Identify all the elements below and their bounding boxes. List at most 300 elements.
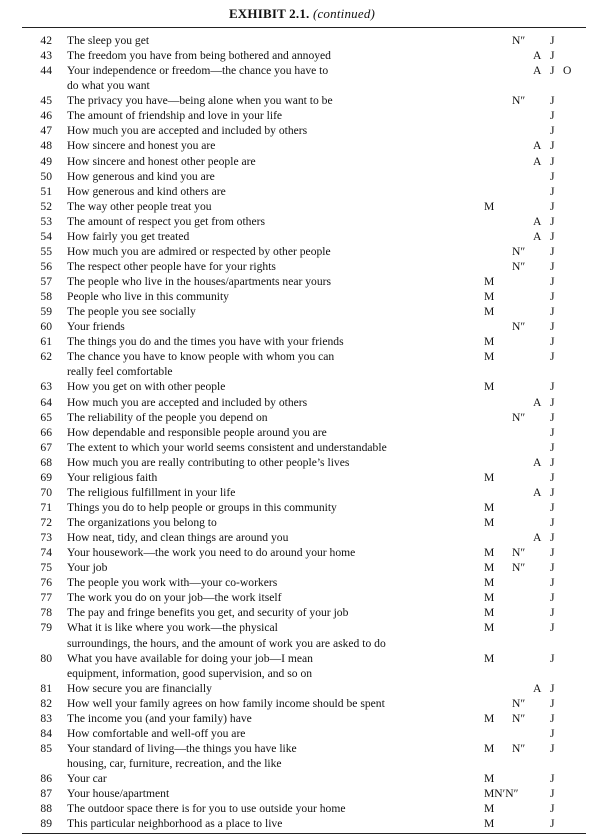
item-number: 78 xyxy=(40,606,52,620)
item-number: 49 xyxy=(40,154,52,168)
code-n: N″ xyxy=(512,711,526,725)
list-item xyxy=(0,590,604,605)
code-m: M xyxy=(484,500,495,514)
item-line xyxy=(0,560,604,575)
item-number: 86 xyxy=(40,772,52,786)
item-line xyxy=(0,816,604,831)
item-line xyxy=(0,244,604,259)
list-item xyxy=(0,440,604,455)
list-item xyxy=(0,33,604,48)
code-m: M xyxy=(484,651,495,665)
item-line xyxy=(0,801,604,816)
item-line xyxy=(0,696,604,711)
code-a: A xyxy=(533,531,542,545)
code-j: J xyxy=(550,320,555,334)
item-number: 81 xyxy=(40,681,52,695)
item-text: The organizations you belong to xyxy=(67,516,217,529)
item-line xyxy=(0,169,604,184)
item-text: How sincere and honest you are xyxy=(67,139,216,153)
item-line xyxy=(0,605,604,620)
item-number: 59 xyxy=(40,305,52,319)
item-line xyxy=(0,395,604,410)
code-j: J xyxy=(550,787,555,801)
item-text: People who live in this community xyxy=(67,290,229,304)
item-line xyxy=(0,425,604,440)
code-j: J xyxy=(550,591,555,605)
list-item xyxy=(0,334,604,349)
item-text: What you have available for doing your job—I mean xyxy=(67,651,313,665)
item-number: 47 xyxy=(40,124,52,138)
code-j: J xyxy=(550,410,555,424)
item-line xyxy=(0,681,604,696)
list-item xyxy=(0,530,604,545)
item-text: really feel comfortable xyxy=(67,365,173,379)
code-j: J xyxy=(550,139,555,153)
code-j: J xyxy=(550,64,555,78)
item-number: 75 xyxy=(40,561,52,575)
code-m: M xyxy=(484,711,495,725)
list-item xyxy=(0,274,604,289)
list-item xyxy=(0,696,604,711)
item-number: 73 xyxy=(40,531,52,545)
item-line xyxy=(0,515,604,530)
item-line xyxy=(0,349,604,364)
list-item xyxy=(0,620,604,650)
item-number: 43 xyxy=(40,49,52,63)
item-number: 55 xyxy=(40,244,52,258)
code-j: J xyxy=(550,335,555,349)
list-item xyxy=(0,229,604,244)
item-text: The amount of friendship and love in your life xyxy=(67,109,283,123)
item-text: The sleep you get xyxy=(67,34,150,47)
item-number: 77 xyxy=(40,591,52,605)
code-j: J xyxy=(550,290,555,304)
item-line xyxy=(0,500,604,515)
code-n: N″ xyxy=(512,320,526,334)
item-continuation-line xyxy=(0,666,604,681)
list-item xyxy=(0,169,604,184)
item-number: 64 xyxy=(40,395,52,409)
item-line xyxy=(0,108,604,123)
code-m: M xyxy=(484,621,495,635)
item-text: The pay and fringe benefits you get, and security of your job xyxy=(67,606,349,620)
item-text: The amount of respect you get from others xyxy=(67,214,265,228)
item-text: The extent to which your world seems consistent and understandable xyxy=(67,440,387,454)
code-j: J xyxy=(550,425,555,439)
code-j: J xyxy=(550,802,555,816)
code-m: M xyxy=(484,576,495,590)
item-line xyxy=(0,711,604,726)
code-a: A xyxy=(533,64,542,78)
item-line xyxy=(0,726,604,741)
list-item xyxy=(0,816,604,831)
item-number: 46 xyxy=(40,109,52,123)
code-m: M xyxy=(484,591,495,605)
list-item xyxy=(0,801,604,816)
item-text: How fairly you get treated xyxy=(67,229,190,243)
item-number: 83 xyxy=(40,711,52,725)
item-line xyxy=(0,123,604,138)
code-a: A xyxy=(533,485,542,499)
code-m: M xyxy=(484,380,495,394)
code-n: N″ xyxy=(512,546,526,560)
code-m: M xyxy=(484,772,495,786)
list-item xyxy=(0,184,604,199)
code-m: M xyxy=(484,290,495,304)
code-n: N″ xyxy=(512,741,526,755)
list-item xyxy=(0,605,604,620)
item-text: The outdoor space there is for you to use outside your home xyxy=(67,802,346,816)
code-m: M xyxy=(484,802,495,816)
code-a: A xyxy=(533,681,542,695)
list-item xyxy=(0,681,604,696)
item-continuation-line xyxy=(0,756,604,771)
item-text: The people who live in the houses/apartments near yours xyxy=(67,275,332,288)
item-text: The work you do on your job—the work itself xyxy=(67,591,282,605)
code-m: M xyxy=(484,199,495,213)
code-j: J xyxy=(550,500,555,514)
item-line xyxy=(0,259,604,274)
code-a: A xyxy=(533,455,542,469)
code-j: J xyxy=(550,244,555,258)
code-j: J xyxy=(550,696,555,710)
code-j: J xyxy=(550,455,555,469)
code-n: N″ xyxy=(512,259,526,273)
code-j: J xyxy=(550,49,555,63)
list-item xyxy=(0,455,604,470)
list-item xyxy=(0,123,604,138)
item-number: 88 xyxy=(40,802,52,816)
code-m: M xyxy=(484,606,495,620)
exhibit-title xyxy=(0,6,604,22)
code-n: N″ xyxy=(512,34,526,47)
item-text: The people you work with—your co-workers xyxy=(67,576,278,590)
list-item xyxy=(0,259,604,274)
code-j: J xyxy=(550,741,555,755)
list-item xyxy=(0,410,604,425)
list-item xyxy=(0,425,604,440)
item-number: 72 xyxy=(40,516,52,529)
bottom-rule xyxy=(22,833,586,834)
code-j: J xyxy=(550,470,555,484)
item-text: Your house/apartment xyxy=(67,787,170,801)
list-item xyxy=(0,500,604,515)
list-item xyxy=(0,304,604,319)
code-j: J xyxy=(550,229,555,243)
item-number: 76 xyxy=(40,576,52,590)
item-text: How neat, tidy, and clean things are around you xyxy=(67,531,289,545)
list-item xyxy=(0,560,604,575)
code-j: J xyxy=(550,772,555,786)
code-m: M xyxy=(484,275,495,288)
code-j: J xyxy=(550,546,555,560)
item-number: 80 xyxy=(40,651,52,665)
code-n: N″ xyxy=(512,561,526,575)
code-j: J xyxy=(550,34,555,47)
item-line xyxy=(0,455,604,470)
item-line xyxy=(0,199,604,214)
item-line xyxy=(0,651,604,666)
code-j: J xyxy=(550,259,555,273)
item-number: 42 xyxy=(40,34,52,47)
item-number: 84 xyxy=(40,726,52,740)
code-m: MN′N″ xyxy=(484,787,519,801)
item-text: How much you are accepted and included by others xyxy=(67,124,308,138)
code-a: A xyxy=(533,139,542,153)
item-text: This particular neighborhood as a place to live xyxy=(67,817,283,831)
item-text: Your independence or freedom—the chance you have to xyxy=(67,64,329,78)
item-number: 67 xyxy=(40,440,52,454)
code-j: J xyxy=(550,817,555,831)
item-line xyxy=(0,575,604,590)
list-item xyxy=(0,379,604,394)
item-number: 89 xyxy=(40,817,52,831)
code-j: J xyxy=(550,681,555,695)
item-line xyxy=(0,48,604,63)
code-m: M xyxy=(484,561,495,575)
item-number: 74 xyxy=(40,546,52,560)
item-line xyxy=(0,319,604,334)
code-j: J xyxy=(550,350,555,364)
code-j: J xyxy=(550,214,555,228)
item-text: The religious fulfillment in your life xyxy=(67,485,236,499)
item-line xyxy=(0,620,604,635)
item-number: 85 xyxy=(40,741,52,755)
code-j: J xyxy=(550,124,555,138)
code-j: J xyxy=(550,275,555,288)
item-number: 45 xyxy=(40,94,52,108)
item-line xyxy=(0,229,604,244)
item-number: 71 xyxy=(40,500,52,514)
item-text: Your religious faith xyxy=(67,470,158,484)
item-number: 79 xyxy=(40,621,52,635)
item-number: 60 xyxy=(40,320,52,334)
item-number: 58 xyxy=(40,290,52,304)
code-a: A xyxy=(533,214,542,228)
code-a: A xyxy=(533,154,542,168)
item-line xyxy=(0,485,604,500)
list-item xyxy=(0,545,604,560)
item-line xyxy=(0,93,604,108)
item-number: 44 xyxy=(40,64,52,78)
item-number: 62 xyxy=(40,350,52,364)
item-text: How much you are accepted and included by others xyxy=(67,395,308,409)
code-m: M xyxy=(484,335,495,349)
item-line xyxy=(0,440,604,455)
item-number: 56 xyxy=(40,259,52,273)
item-text: The privacy you have—being alone when you want to be xyxy=(67,94,333,108)
exhibit-label: EXHIBIT 2.1. xyxy=(228,6,310,21)
code-j: J xyxy=(550,184,555,198)
top-rule xyxy=(22,27,586,28)
code-m: M xyxy=(484,516,495,529)
item-text: surroundings, the hours, and the amount of work you are asked to do xyxy=(67,636,386,650)
item-line xyxy=(0,63,604,78)
list-item xyxy=(0,319,604,334)
item-line xyxy=(0,304,604,319)
code-j: J xyxy=(550,606,555,620)
item-text: How secure you are financially xyxy=(67,681,212,695)
list-item xyxy=(0,711,604,726)
list-item xyxy=(0,214,604,229)
list-item xyxy=(0,651,604,681)
list-item xyxy=(0,289,604,304)
item-line xyxy=(0,138,604,153)
list-item xyxy=(0,63,604,93)
code-j: J xyxy=(550,726,555,740)
item-text: Your housework—the work you need to do around your home xyxy=(67,546,356,560)
item-line xyxy=(0,410,604,425)
item-text: How sincere and honest other people are xyxy=(67,154,256,168)
code-m: M xyxy=(484,470,495,484)
item-line xyxy=(0,741,604,756)
item-line xyxy=(0,379,604,394)
continued-label: (continued) xyxy=(312,6,376,21)
list-item xyxy=(0,470,604,485)
item-line xyxy=(0,274,604,289)
list-item xyxy=(0,93,604,108)
code-j: J xyxy=(550,561,555,575)
item-text: Things you do to help people or groups in this community xyxy=(67,500,337,514)
item-text: The way other people treat you xyxy=(67,199,212,213)
item-text: Your standard of living—the things you have like xyxy=(67,741,297,755)
code-n: N″ xyxy=(512,696,526,710)
item-text: The reliability of the people you depend on xyxy=(67,410,268,424)
code-j: J xyxy=(550,516,555,529)
code-m: M xyxy=(484,350,495,364)
item-line xyxy=(0,33,604,48)
code-j: J xyxy=(550,395,555,409)
code-m: M xyxy=(484,305,495,319)
item-text: How much you are admired or respected by other people xyxy=(67,244,331,258)
code-a: A xyxy=(533,49,542,63)
code-j: J xyxy=(550,440,555,454)
item-line xyxy=(0,334,604,349)
code-j: J xyxy=(550,109,555,123)
item-text: The freedom you have from being bothered and annoyed xyxy=(67,49,331,63)
item-text: housing, car, furniture, recreation, and the like xyxy=(67,757,282,770)
item-line xyxy=(0,530,604,545)
code-j: J xyxy=(550,711,555,725)
item-number: 68 xyxy=(40,455,52,469)
code-n: N″ xyxy=(512,410,526,424)
item-text: The income you (and your family) have xyxy=(67,711,252,725)
item-text: The respect other people have for your rights xyxy=(67,259,276,273)
code-j: J xyxy=(550,576,555,590)
code-j: J xyxy=(550,154,555,168)
item-text: How well your family agrees on how family income should be spent xyxy=(67,696,385,710)
list-item xyxy=(0,485,604,500)
item-text: How generous and kind you are xyxy=(67,169,215,183)
item-line xyxy=(0,214,604,229)
list-item xyxy=(0,108,604,123)
code-j: J xyxy=(550,305,555,319)
item-text: How you get on with other people xyxy=(67,380,226,394)
item-number: 66 xyxy=(40,425,52,439)
list-item xyxy=(0,575,604,590)
item-text: How generous and kind others are xyxy=(67,184,226,198)
item-number: 48 xyxy=(40,139,52,153)
item-number: 50 xyxy=(40,169,52,183)
code-a: A xyxy=(533,395,542,409)
list-item xyxy=(0,515,604,530)
code-j: J xyxy=(550,485,555,499)
item-number: 82 xyxy=(40,696,52,710)
code-j: J xyxy=(550,380,555,394)
item-text: equipment, information, good supervision, and so on xyxy=(67,666,313,680)
item-line xyxy=(0,786,604,801)
item-line xyxy=(0,545,604,560)
code-j: J xyxy=(550,169,555,183)
code-n: N″ xyxy=(512,94,526,108)
code-j: J xyxy=(550,531,555,545)
item-text: How much you are really contributing to other people’s lives xyxy=(67,455,350,469)
item-line xyxy=(0,470,604,485)
item-line xyxy=(0,771,604,786)
item-number: 54 xyxy=(40,229,52,243)
list-item xyxy=(0,726,604,741)
list-item xyxy=(0,244,604,259)
item-number: 52 xyxy=(40,199,52,213)
item-number: 87 xyxy=(40,787,52,801)
item-continuation-line xyxy=(0,78,604,93)
code-o: O xyxy=(563,64,572,78)
code-m: M xyxy=(484,817,495,831)
code-j: J xyxy=(550,199,555,213)
code-j: J xyxy=(550,94,555,108)
code-m: M xyxy=(484,546,495,560)
item-list xyxy=(0,33,604,831)
item-number: 51 xyxy=(40,184,52,198)
item-number: 69 xyxy=(40,470,52,484)
item-text: Your car xyxy=(67,772,107,786)
code-j: J xyxy=(550,621,555,635)
item-continuation-line xyxy=(0,636,604,651)
item-text: What it is like where you work—the physical xyxy=(67,621,278,635)
item-number: 53 xyxy=(40,214,52,228)
code-a: A xyxy=(533,229,542,243)
item-text: Your friends xyxy=(67,320,125,334)
list-item xyxy=(0,154,604,169)
item-line xyxy=(0,289,604,304)
list-item xyxy=(0,138,604,153)
list-item xyxy=(0,349,604,379)
item-text: How comfortable and well-off you are xyxy=(67,726,246,740)
list-item xyxy=(0,199,604,214)
item-text: The things you do and the times you have with your friends xyxy=(67,335,344,349)
code-j: J xyxy=(550,651,555,665)
item-text: The people you see socially xyxy=(67,305,196,319)
item-number: 63 xyxy=(40,380,52,394)
code-m: M xyxy=(484,741,495,755)
item-line xyxy=(0,184,604,199)
item-number: 57 xyxy=(40,275,52,288)
list-item xyxy=(0,48,604,63)
item-number: 70 xyxy=(40,485,52,499)
list-item xyxy=(0,395,604,410)
item-text: do what you want xyxy=(67,79,150,93)
item-text: How dependable and responsible people around you are xyxy=(67,425,327,439)
item-continuation-line xyxy=(0,364,604,379)
list-item xyxy=(0,741,604,771)
item-number: 65 xyxy=(40,410,52,424)
item-text: Your job xyxy=(67,561,108,575)
item-number: 61 xyxy=(40,335,52,349)
list-item xyxy=(0,771,604,786)
item-line xyxy=(0,590,604,605)
item-line xyxy=(0,154,604,169)
code-n: N″ xyxy=(512,244,526,258)
